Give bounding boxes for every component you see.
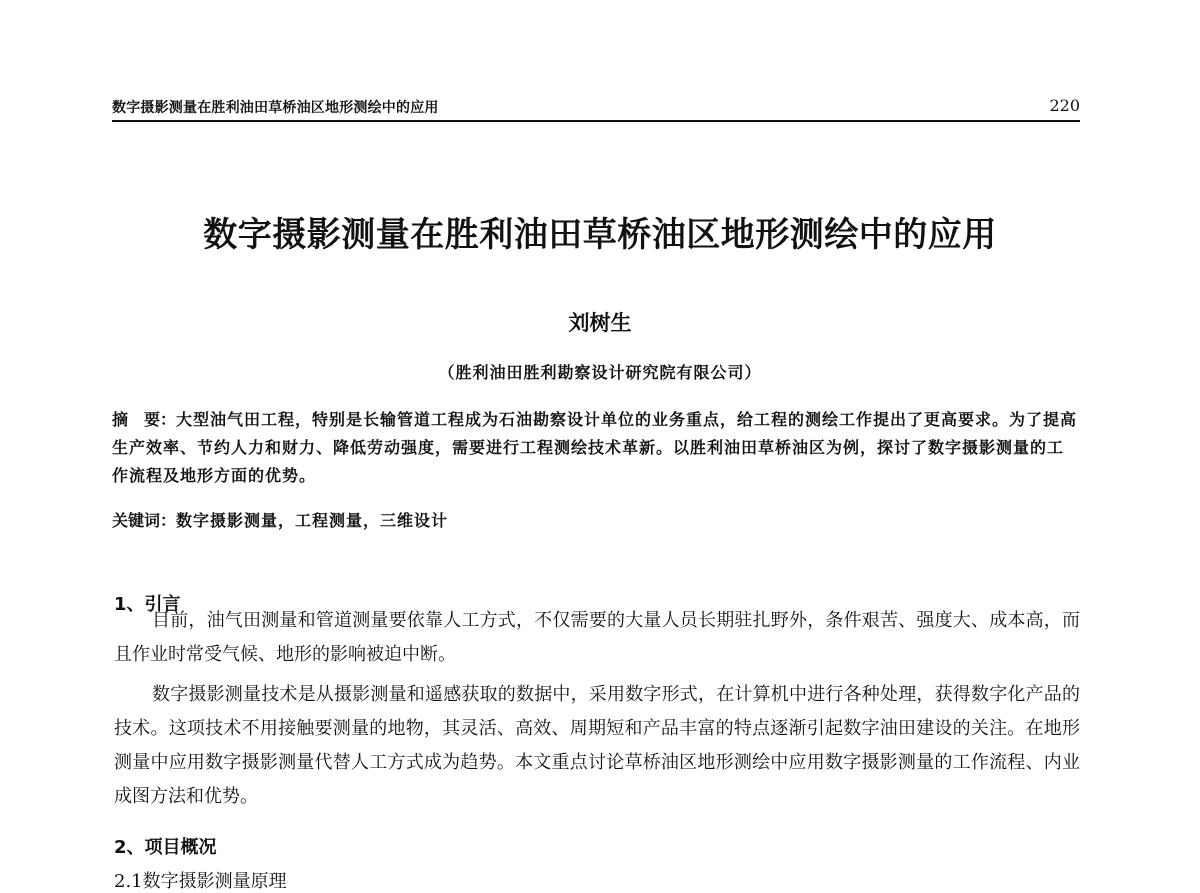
author-affiliation: （胜利油田胜利勘察设计研究院有限公司）: [438, 363, 762, 382]
keywords-label: 关键词：: [112, 511, 177, 530]
paper-title: 数字摄影测量在胜利油田草桥油区地形测绘中的应用: [203, 215, 997, 255]
abstract-text: 大型油气田工程，特别是长输管道工程成为石油勘察设计单位的业务重点，给工程的测绘工作提出了更高要求。为了提高生产效率、节约人力和财力、降低劳动强度，需要进行工程测绘技术革新。以胜利油田草桥油区为例，探讨了数字摄影测量的工作流程及地形方面的优势。: [112, 410, 1078, 485]
abstract-label: 摘 要：: [112, 410, 177, 429]
body-paragraph: 数字摄影测量技术是从摄影测量和遥感获取的数据中，采用数字形式，在计算机中进行各种处理，获得数字化产品的技术。这项技术不用接触要测量的地物，其灵活、高效、周期短和产品丰富的特点逐渐引起数字油田建设的关注。在地形测量中应用数字摄影测量代替人工方式成为趋势。本文重点讨论草桥油区地形测绘中应用数字摄影测量的工作流程、内业成图方法和优势。: [114, 684, 1080, 807]
author-name: 刘树生: [568, 311, 632, 335]
running-title: 数字摄影测量在胜利油田草桥油区地形测绘中的应用: [112, 100, 439, 116]
subsection-heading: 2.1数字摄影测量原理: [114, 871, 287, 892]
page-number: 220: [1049, 96, 1080, 115]
body-paragraph: 目前，油气田测量和管道测量要依靠人工方式，不仅需要的大量人员长期驻扎野外，条件艰苦、强度大、成本高，而且作业时常受气候、地形的影响被迫中断。: [114, 610, 1080, 665]
abstract: [112, 406, 1080, 490]
section-heading-introduction: 1、引言: [114, 594, 181, 615]
running-header: [112, 96, 1080, 122]
section-heading-project-overview: 2、项目概况: [114, 837, 217, 858]
keywords: [112, 507, 1080, 535]
keywords-text: 数字摄影测量，工程测量，三维设计: [176, 511, 449, 530]
